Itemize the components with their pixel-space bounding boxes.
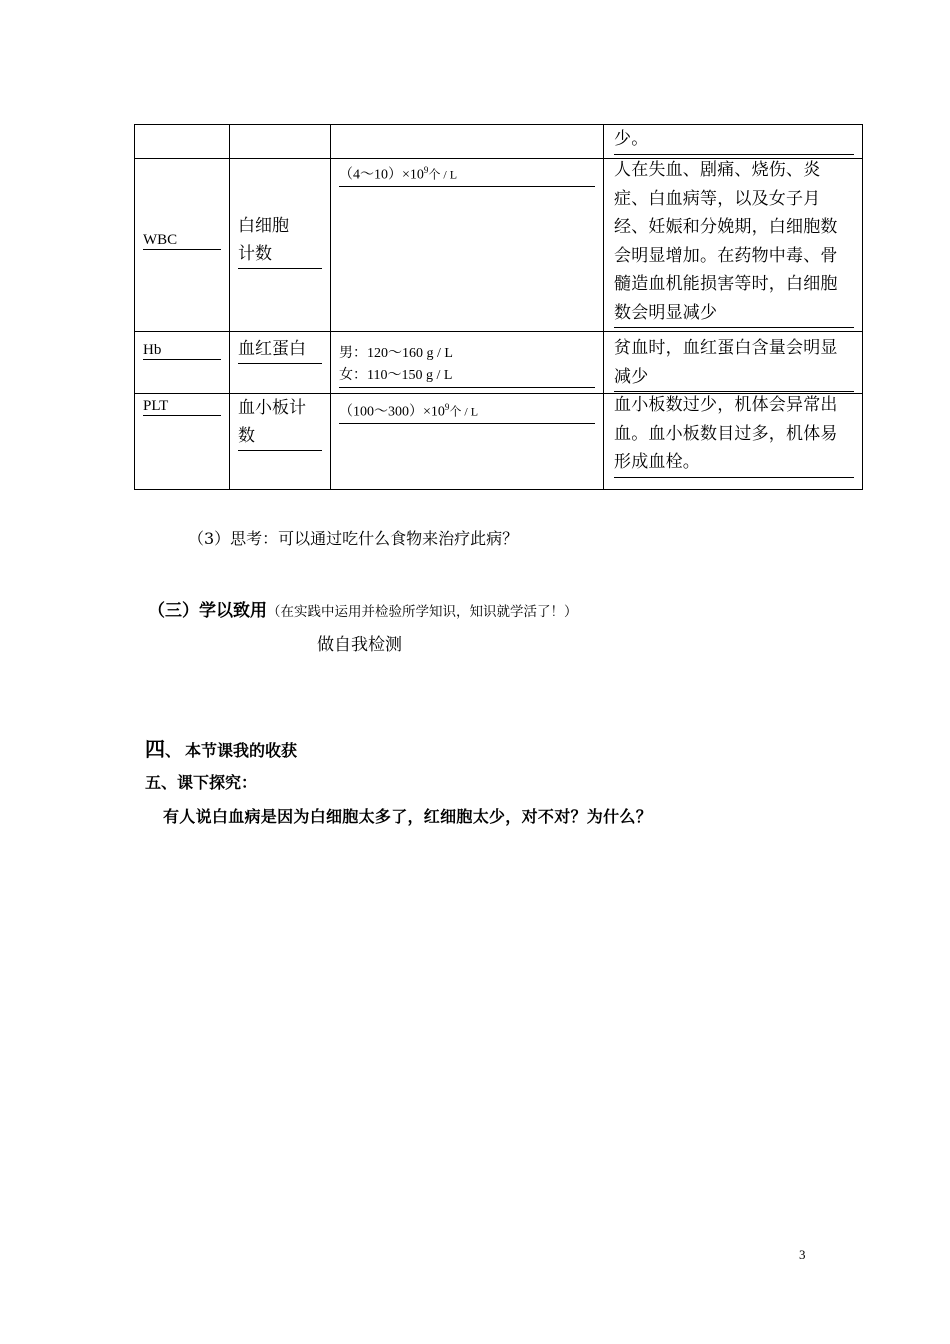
code-cell: Hb xyxy=(143,342,221,360)
section-5-heading: 五、课下探究： xyxy=(145,773,258,792)
name-cell: 血红蛋白 xyxy=(238,335,322,364)
self-test-task: 做自我检测 xyxy=(317,635,402,655)
meaning-cell: 血小板数过少，机体会异常出血。血小板数目过多，机体易形成血栓。 xyxy=(614,391,854,478)
page-number: 3 xyxy=(799,1247,806,1262)
code-cell: PLT xyxy=(143,398,221,416)
section-3-note: （在实践中运用并检验所学知识，知识就学活了！） xyxy=(267,604,578,620)
table-row xyxy=(135,332,863,394)
range-cell: $(4\sim 10)\times 10^9$个 / L xyxy=(339,160,595,187)
meaning-cell: 少。 xyxy=(614,125,854,155)
meaning-cell: 贫血时，血红蛋白含量会明显减少 xyxy=(614,334,854,392)
table-row xyxy=(135,159,863,332)
range-female: 女：110～150 g / L xyxy=(339,365,595,388)
name-cell: 血小板计 数 xyxy=(238,394,322,451)
section-3-heading xyxy=(148,596,578,621)
section-4-heading: 四、 本节课我的收获 xyxy=(145,737,298,761)
name-cell: 白细胞 计数 xyxy=(238,212,322,269)
meaning-cell: 人在失血、剧痛、烧伤、炎症、白血病等，以及女子月经、妊娠和分娩期，白细胞数会明显增加。在药物中毒、骨髓造血机能损害等时，白细胞数会明显减少 xyxy=(614,156,854,328)
range-cell: $(100\sim 300)\times 10^9$个 / L xyxy=(339,397,595,424)
table-row xyxy=(135,125,863,159)
range-male: 男：120～160 g / L xyxy=(339,346,453,361)
question-3: （3）思考：可以通过吃什么食物来治疗此病？ xyxy=(188,529,519,548)
code-cell: WBC xyxy=(143,232,221,250)
table-row xyxy=(135,394,863,490)
section-3-title: （三）学以致用 xyxy=(148,601,267,621)
inquiry-question: 有人说白血病是因为白细胞太多了，红细胞太少，对不对？为什么？ xyxy=(163,807,653,826)
blood-test-table xyxy=(134,124,863,490)
